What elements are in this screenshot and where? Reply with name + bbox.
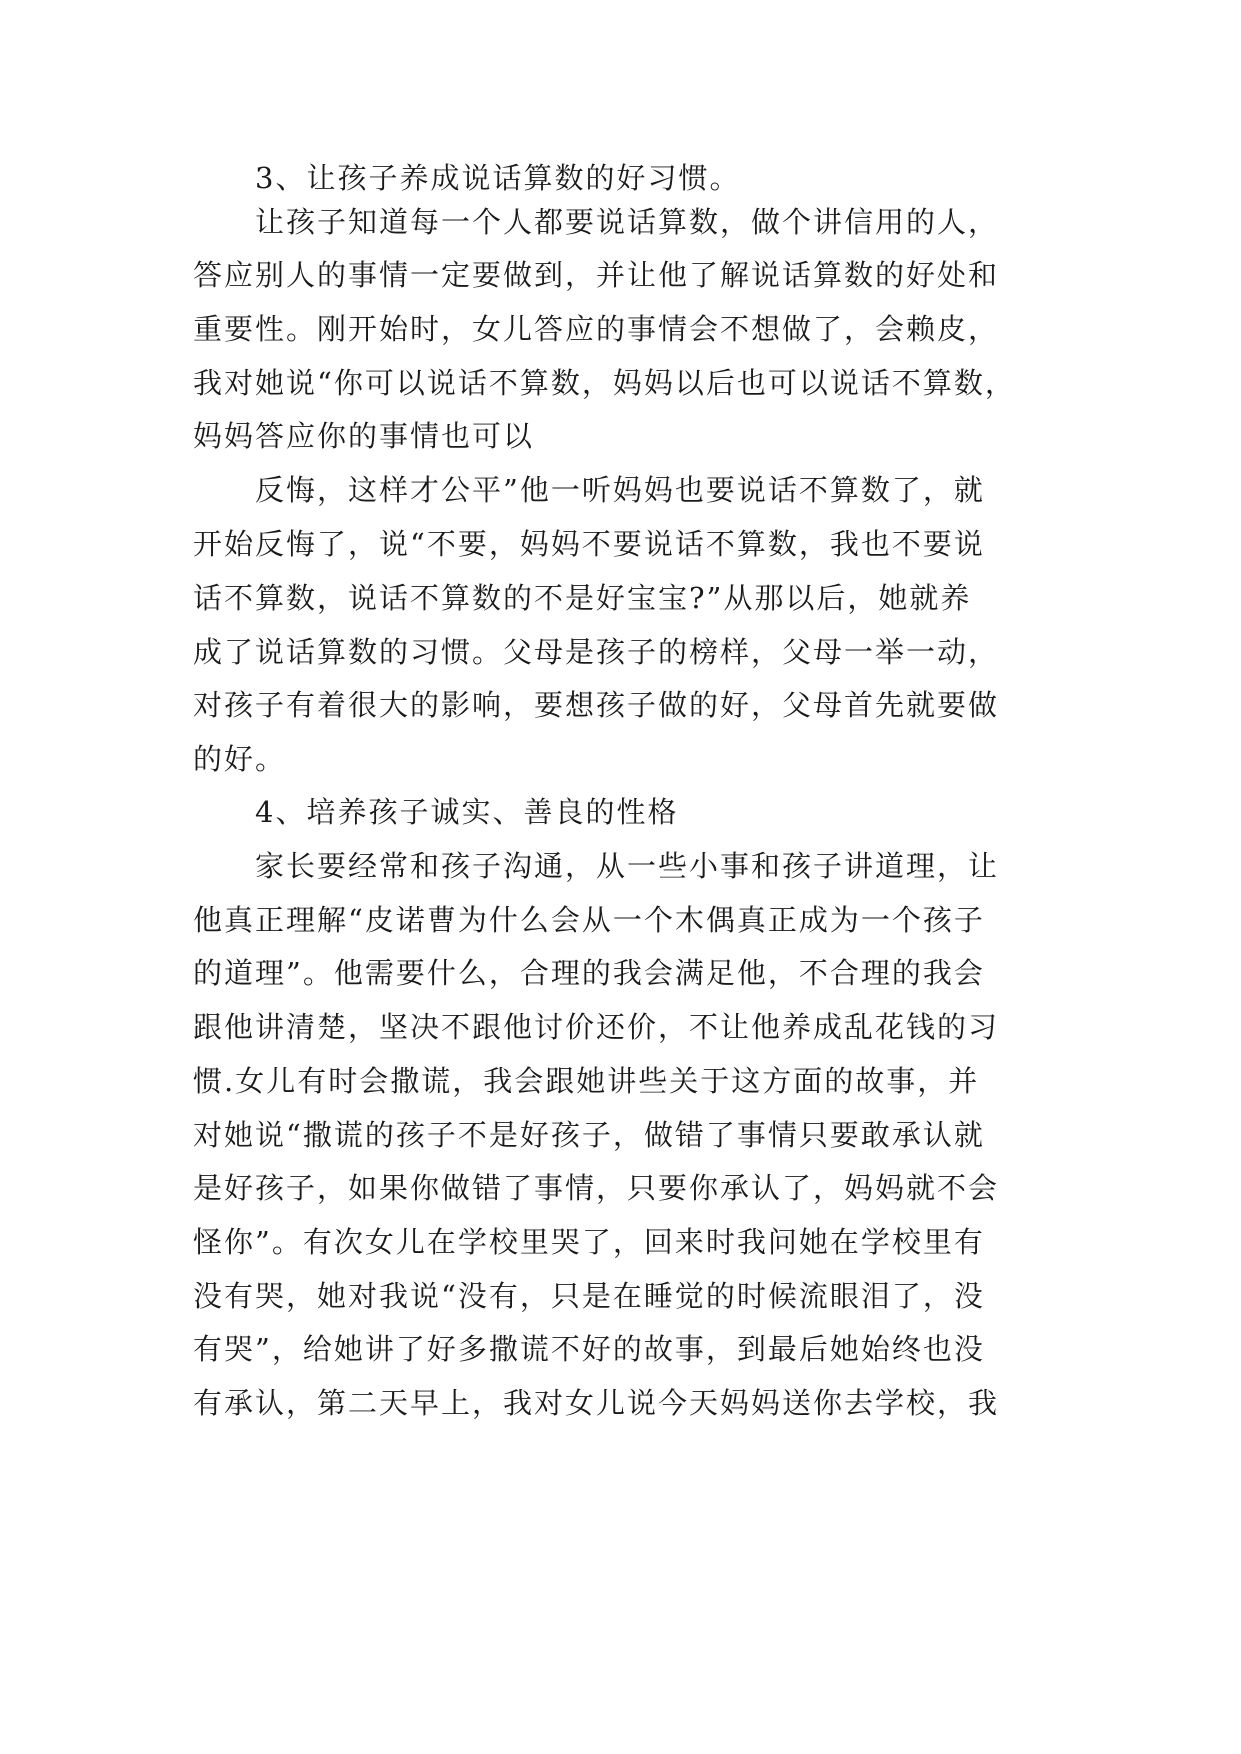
paragraph-line: 有承认，第二天早上，我对女儿说今天妈妈送你去学校，我 (193, 1386, 1000, 1420)
paragraph-line: 跟他讲清楚，坚决不跟他讨价还价，不让他养成乱花钱的习 (193, 1010, 1000, 1044)
paragraph-line: 答应别人的事情一定要做到，并让他了解说话算数的好处和 (193, 258, 1000, 292)
paragraph-line: 让孩子知道每一个人都要说话算数，做个讲信用的人， (255, 205, 1000, 239)
paragraph-line: 话不算数，说话不算数的不是好宝宝?”从那以后，她就养 (193, 581, 972, 615)
paragraph-line: 对孩子有着很大的影响，要想孩子做的好，父母首先就要做 (193, 688, 1000, 722)
paragraph-line: 重要性。刚开始时，女儿答应的事情会不想做了，会赖皮， (193, 312, 1000, 346)
paragraph-line: 成了说话算数的习惯。父母是孩子的榜样，父母一举一动， (193, 635, 1000, 669)
paragraph-line: 没有哭，她对我说“没有，只是在睡觉的时候流眼泪了，没 (193, 1279, 985, 1313)
paragraph-line: 的道理”。他需要什么，合理的我会满足他，不合理的我会 (193, 956, 985, 990)
paragraph-line: 反悔，这样才公平”他一听妈妈也要说话不算数了，就 (255, 473, 985, 507)
paragraph-line: 妈妈答应你的事情也可以 (193, 419, 535, 453)
paragraph-line: 他真正理解“皮诺曹为什么会从一个木偶真正成为一个孩子 (193, 903, 985, 937)
paragraph-line: 惯.女儿有时会撒谎，我会跟她讲些关于这方面的故事，并 (193, 1064, 980, 1098)
heading-section-3: 3、让孩子养成说话算数的好习惯。 (255, 161, 741, 195)
paragraph-line: 的好。 (193, 742, 287, 776)
paragraph-line: 对她说“撒谎的孩子不是好孩子，做错了事情只要敢承认就 (193, 1118, 985, 1152)
paragraph-line: 是好孩子，如果你做错了事情，只要你承认了，妈妈就不会 (193, 1171, 1000, 1205)
heading-section-4: 4、培养孩子诚实、善良的性格 (255, 795, 679, 829)
paragraph-line: 开始反悔了，说“不要，妈妈不要说话不算数，我也不要说 (193, 527, 985, 561)
paragraph-line: 有哭”，给她讲了好多撒谎不好的故事，到最后她始终也没 (193, 1332, 985, 1366)
paragraph-line: 我对她说“你可以说话不算数，妈妈以后也可以说话不算数， (193, 366, 1016, 400)
paragraph-line: 家长要经常和孩子沟通，从一些小事和孩子讲道理，让 (255, 849, 1000, 883)
paragraph-line: 怪你”。有次女儿在学校里哭了，回来时我问她在学校里有 (193, 1225, 985, 1259)
